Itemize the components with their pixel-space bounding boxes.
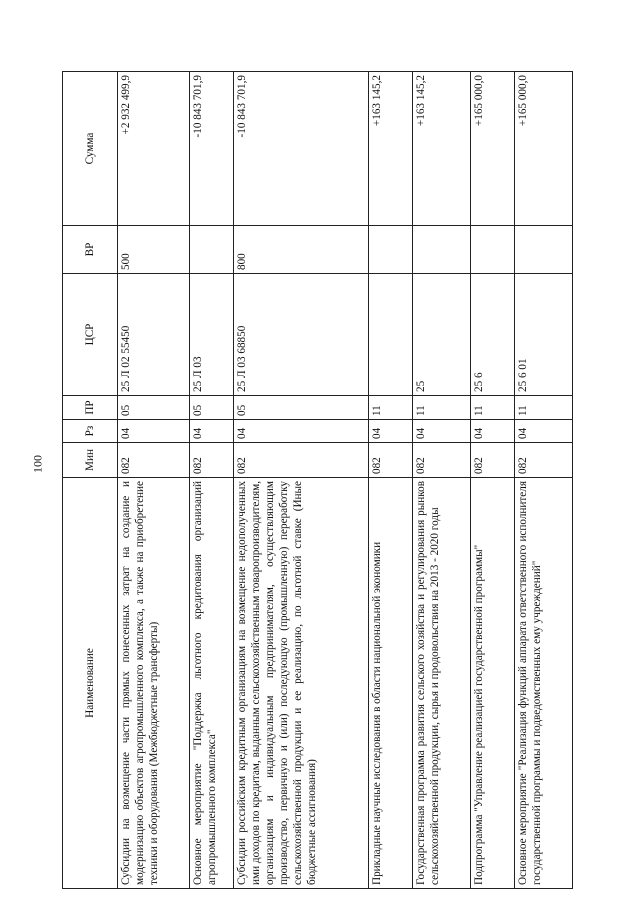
row-sum: +163 145,2	[369, 72, 413, 226]
header-csr: ЦСР	[63, 274, 118, 396]
row-csr: 25 6	[471, 274, 515, 396]
row-name: Основное мероприятие "Реализация функций аппарата ответственного исполнителя государственной программы и подведомственных ему учреждений"	[515, 478, 573, 889]
row-pr: 11	[369, 396, 413, 420]
row-vr	[413, 226, 471, 274]
row-vr	[515, 226, 573, 274]
row-sum: +2 932 499,9	[118, 72, 190, 226]
header-rz: Рз	[63, 420, 118, 443]
row-pr: 05	[190, 396, 234, 420]
row-sum: -10 843 701,9	[234, 72, 369, 226]
table-row	[515, 72, 573, 889]
row-min: 082	[369, 443, 413, 478]
page-number: 100	[30, 455, 45, 473]
row-rz: 04	[413, 420, 471, 443]
row-min: 082	[413, 443, 471, 478]
row-rz: 04	[471, 420, 515, 443]
row-csr: 25 6 01	[515, 274, 573, 396]
row-rz: 04	[369, 420, 413, 443]
row-name: Субсидии на возмещение части прямых понесенных затрат на создание и модернизацию объектов агропромышленного комплекса, а также на приобретение техники и оборудования (Межбюджетные трансферты)	[118, 478, 190, 889]
row-name: Субсидии российским кредитным организациям на возмещение недополученных ими доходов по кредитам, выданным сельскохозяйственным товаропроизводителям, организациям и индивидуальным предпринимателям, осуществляющим производство, первичную и (или) последующую (промышленную) переработку сельскохозяйственной продукции и ее реализацию, по льготной ставке (Иные бюджетные ассигнования)	[234, 478, 369, 889]
row-pr: 11	[471, 396, 515, 420]
table-header-row	[63, 72, 118, 889]
header-name: Наименование	[63, 478, 118, 889]
row-csr: 25	[413, 274, 471, 396]
row-vr	[190, 226, 234, 274]
row-min: 082	[234, 443, 369, 478]
rotated-table-wrapper	[62, 72, 584, 889]
header-min: Мин	[63, 443, 118, 478]
row-name: Государственная программа развития сельского хозяйства и регулирования рынков сельскохозяйственной продукции, сырья и продовольствия на 2013 - 2020 годы	[413, 478, 471, 889]
table-row	[471, 72, 515, 889]
row-sum: -10 843 701,9	[190, 72, 234, 226]
row-vr	[369, 226, 413, 274]
row-rz: 04	[515, 420, 573, 443]
row-name: Подпрограмма "Управление реализацией государственной программы"	[471, 478, 515, 889]
row-min: 082	[190, 443, 234, 478]
table-row	[413, 72, 471, 889]
table-row	[118, 72, 190, 889]
row-pr: 05	[234, 396, 369, 420]
table-row	[234, 72, 369, 889]
row-vr: 500	[118, 226, 190, 274]
row-min: 082	[118, 443, 190, 478]
row-name: Прикладные научные исследования в области национальной экономики	[369, 478, 413, 889]
row-rz: 04	[118, 420, 190, 443]
row-min: 082	[471, 443, 515, 478]
row-pr: 11	[515, 396, 573, 420]
row-min: 082	[515, 443, 573, 478]
table-row	[190, 72, 234, 889]
table-row	[369, 72, 413, 889]
row-pr: 05	[118, 396, 190, 420]
row-sum: +165 000,0	[471, 72, 515, 226]
row-csr: 25 Л 03 68850	[234, 274, 369, 396]
row-rz: 04	[234, 420, 369, 443]
row-vr: 800	[234, 226, 369, 274]
row-csr: 25 Л 02 55450	[118, 274, 190, 396]
row-pr: 11	[413, 396, 471, 420]
header-pr: ПР	[63, 396, 118, 420]
header-vr: ВР	[63, 226, 118, 274]
header-sum: Сумма	[63, 72, 118, 226]
row-sum: +165 000,0	[515, 72, 573, 226]
budget-table	[62, 71, 573, 889]
row-csr	[369, 274, 413, 396]
row-sum: +163 145,2	[413, 72, 471, 226]
row-csr: 25 Л 03	[190, 274, 234, 396]
row-vr	[471, 226, 515, 274]
row-rz: 04	[190, 420, 234, 443]
row-name: Основное мероприятие "Поддержка льготного кредитования организаций агропромышленного комплекса"	[190, 478, 234, 889]
